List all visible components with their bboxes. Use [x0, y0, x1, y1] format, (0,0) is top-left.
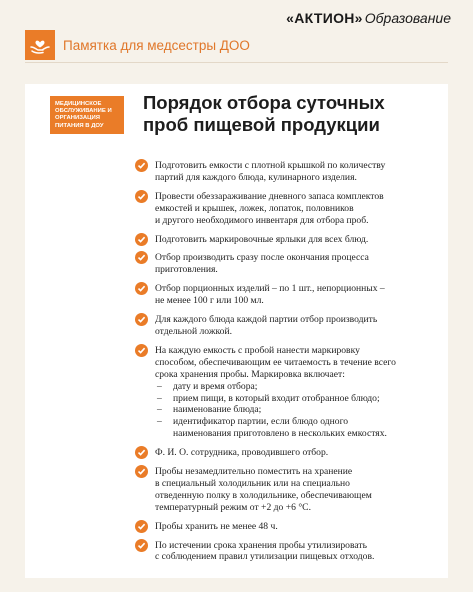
category-badge: МЕДИЦИНСКОЕ ОБСЛУЖИВАНИЕ И ОРГАНИЗАЦИЯ ПИТАНИЯ В ДОУ: [50, 96, 124, 134]
check-icon: [135, 313, 148, 326]
item-line: срока хранения пробы. Маркировка включает:: [155, 368, 345, 380]
list-item: [135, 191, 447, 227]
list-item: [135, 160, 447, 184]
item-line: приготовления.: [155, 264, 218, 276]
dash-mark: –: [157, 380, 162, 392]
marking-list: [155, 381, 447, 441]
item-line: температурный режим от +2 до +6 °С.: [155, 501, 311, 513]
dash-mark: –: [157, 416, 162, 428]
item-line: не менее 100 г или 100 мл.: [155, 295, 264, 307]
page-title: [143, 92, 443, 136]
check-icon: [135, 465, 148, 478]
brand-subtitle: Образование: [364, 10, 451, 26]
memo-title: Памятка для медсестры ДОО: [63, 37, 250, 53]
steps-list: [135, 160, 447, 570]
item-line: Пробы незамедлительно поместить на хранение: [155, 466, 353, 478]
brand-logo: [286, 10, 451, 26]
brand-name: «АКТИОН»: [286, 10, 363, 26]
item-line: емкостей и крышек, ложек, лопаток, половников: [155, 202, 354, 214]
list-item: [135, 283, 447, 307]
item-line: в специальный холодильник или на специально: [155, 477, 350, 489]
item-line: с соблюдением правил утилизации пищевых отходов.: [155, 551, 375, 563]
sub-item: [155, 404, 447, 416]
check-icon: [135, 159, 148, 172]
item-line: Отбор производить сразу после окончания процесса: [155, 252, 369, 264]
list-item: [135, 521, 447, 533]
item-line: отведенную полку в холодильнике, обеспечивающем: [155, 489, 372, 501]
check-icon: [135, 233, 148, 246]
sub-line: дату и время отбора;: [173, 380, 258, 392]
item-line: По истечении срока хранения пробы утилизировать: [155, 539, 367, 551]
header-bar: [25, 30, 448, 60]
item-line: Отбор порционных изделий – по 1 шт., непорционных –: [155, 283, 385, 295]
list-item: [135, 540, 447, 564]
list-item: [135, 234, 447, 246]
item-line: Подготовить маркировочные ярлыки для всех блюд.: [155, 233, 369, 245]
item-line: Подготовить емкости с плотной крышкой по количеству: [155, 160, 386, 171]
item-line: и другого необходимого инвентаря для отбора проб.: [155, 214, 369, 226]
list-item: [135, 252, 447, 276]
list-item: [135, 447, 447, 459]
item-line: отдельной ложкой.: [155, 325, 232, 337]
check-icon: [135, 190, 148, 203]
check-icon: [135, 539, 148, 552]
check-icon: [135, 251, 148, 264]
sub-line: прием пищи, в который входит отобранное блюдо;: [173, 392, 380, 404]
list-item: [135, 314, 447, 338]
item-line: Для каждого блюда каждой партии отбор производить: [155, 314, 378, 326]
sub-item: [155, 393, 447, 405]
check-icon: [135, 282, 148, 295]
item-line: На каждую емкость с пробой нанести маркировку: [155, 344, 360, 356]
check-icon: [135, 446, 148, 459]
sub-line: наименования приготовлено в нескольких емкостях.: [173, 428, 387, 440]
sub-line: идентификатор партии, если блюдо одного: [173, 416, 349, 428]
list-item: [135, 466, 447, 514]
check-icon: [135, 344, 148, 357]
item-line: Провести обеззараживание дневного запаса комплектов: [155, 190, 384, 202]
sub-item: [155, 416, 447, 440]
title-line-2: проб пищевой продукции: [143, 114, 380, 135]
check-icon: [135, 520, 148, 533]
document-card: [25, 84, 448, 578]
item-line: Ф. И. О. сотрудника, проводившего отбор.: [155, 447, 329, 459]
item-line: Пробы хранить не менее 48 ч.: [155, 520, 278, 532]
sub-item: [155, 381, 447, 393]
sub-line: наименование блюда;: [173, 404, 262, 416]
list-item: [135, 345, 447, 440]
dash-mark: –: [157, 404, 162, 416]
item-line: способом, обеспечивающим ее читаемость в течение всего: [155, 356, 396, 368]
title-line-1: Порядок отбора суточных: [143, 92, 385, 113]
hands-heart-icon: [25, 30, 55, 60]
item-line: партий для каждого блюда, кулинарного изделия.: [155, 171, 357, 183]
divider: [25, 62, 448, 63]
dash-mark: –: [157, 392, 162, 404]
